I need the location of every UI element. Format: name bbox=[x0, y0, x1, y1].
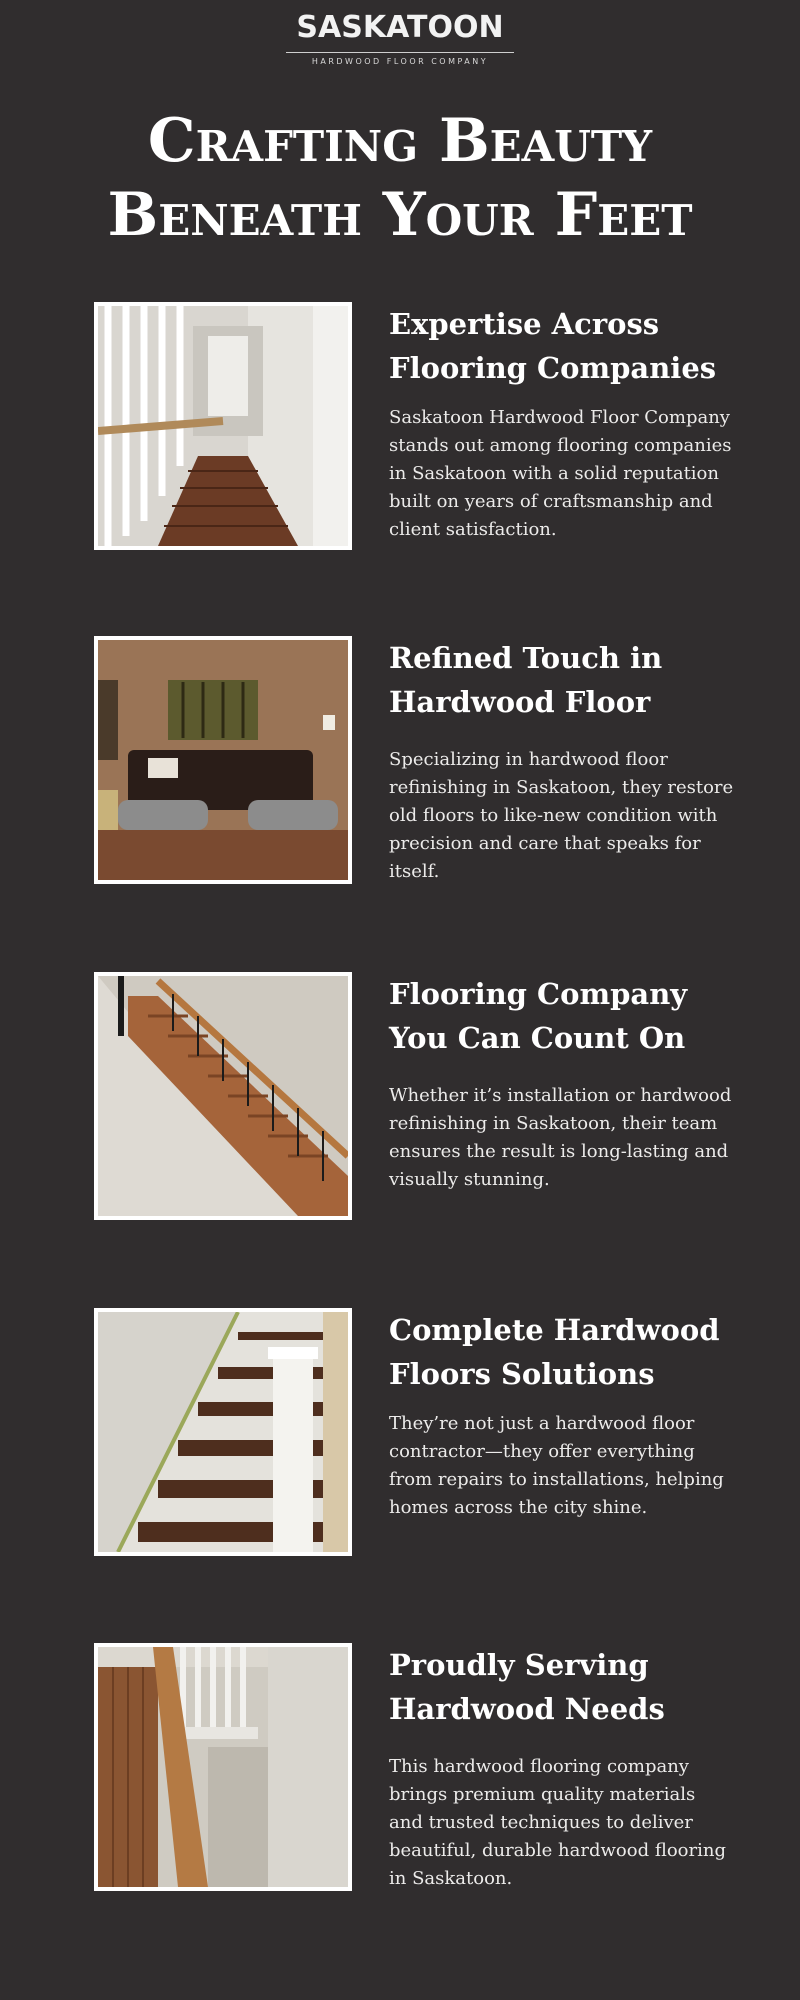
title-line-1: Refined Touch in bbox=[389, 641, 663, 675]
section-expertise bbox=[94, 302, 744, 552]
title-line-2: Hardwood Needs bbox=[389, 1692, 665, 1726]
section-refined-touch bbox=[94, 636, 744, 886]
logo-divider bbox=[286, 52, 514, 53]
section-title bbox=[389, 302, 734, 390]
section-title bbox=[389, 636, 734, 724]
headline-line-1: Crafting Beauty bbox=[147, 106, 653, 176]
section-title bbox=[389, 1643, 734, 1731]
section-text bbox=[389, 1643, 734, 1893]
section-body: They’re not just a hardwood floor contractor—they offer everything from repairs to installations, helping homes across the city shine. bbox=[389, 1413, 724, 1518]
section-body: This hardwood flooring company brings premium quality materials and trusted techniques to deliver beautiful, durable hardwood flooring in Saskatoon. bbox=[389, 1756, 726, 1889]
logo-name: SASKATOON bbox=[296, 10, 504, 45]
title-line-2: Flooring Companies bbox=[389, 351, 717, 385]
white-staircase-image bbox=[98, 306, 348, 546]
section-body: Saskatoon Hardwood Floor Company stands out among flooring companies in Saskatoon with a solid reputation built on years of craftsmanship and client satisfaction. bbox=[389, 407, 732, 540]
hallway-banister-image bbox=[98, 1647, 348, 1887]
page-headline bbox=[0, 104, 800, 252]
section-proudly-serving bbox=[94, 1643, 744, 1893]
railing-staircase-image bbox=[98, 976, 348, 1216]
title-line-1: Expertise Across bbox=[389, 307, 660, 341]
section-body: Specializing in hardwood floor refinishing in Saskatoon, they restore old floors to like-new condition with precision and care that speaks for itself. bbox=[389, 749, 734, 882]
section-title bbox=[389, 1308, 734, 1396]
title-line-2: Hardwood Floor bbox=[389, 685, 651, 719]
hallway-banister-photo bbox=[94, 1643, 352, 1891]
section-text bbox=[389, 1308, 734, 1522]
company-logo bbox=[0, 8, 800, 68]
section-complete-solutions bbox=[94, 1308, 744, 1558]
section-text bbox=[389, 302, 734, 544]
title-line-2: Floors Solutions bbox=[389, 1357, 655, 1391]
section-text bbox=[389, 972, 734, 1194]
title-line-1: Proudly Serving bbox=[389, 1648, 649, 1682]
logo-tagline: HARDWOOD FLOOR COMPANY bbox=[311, 57, 489, 66]
dark-tread-stairs-photo bbox=[94, 1308, 352, 1556]
section-count-on bbox=[94, 972, 744, 1222]
title-line-1: Flooring Company bbox=[389, 977, 688, 1011]
title-line-1: Complete Hardwood bbox=[389, 1313, 720, 1347]
living-room-photo bbox=[94, 636, 352, 884]
section-text bbox=[389, 636, 734, 886]
section-title bbox=[389, 972, 734, 1060]
living-room-image bbox=[98, 640, 348, 880]
section-body: Whether it’s installation or hardwood refinishing in Saskatoon, their team ensures the result is long-lasting and visually stunning. bbox=[389, 1085, 732, 1190]
title-line-2: You Can Count On bbox=[389, 1021, 686, 1055]
railing-staircase-photo bbox=[94, 972, 352, 1220]
dark-tread-stairs-image bbox=[98, 1312, 348, 1552]
headline-line-2: Beneath Your Feet bbox=[107, 180, 693, 250]
white-staircase-photo bbox=[94, 302, 352, 550]
